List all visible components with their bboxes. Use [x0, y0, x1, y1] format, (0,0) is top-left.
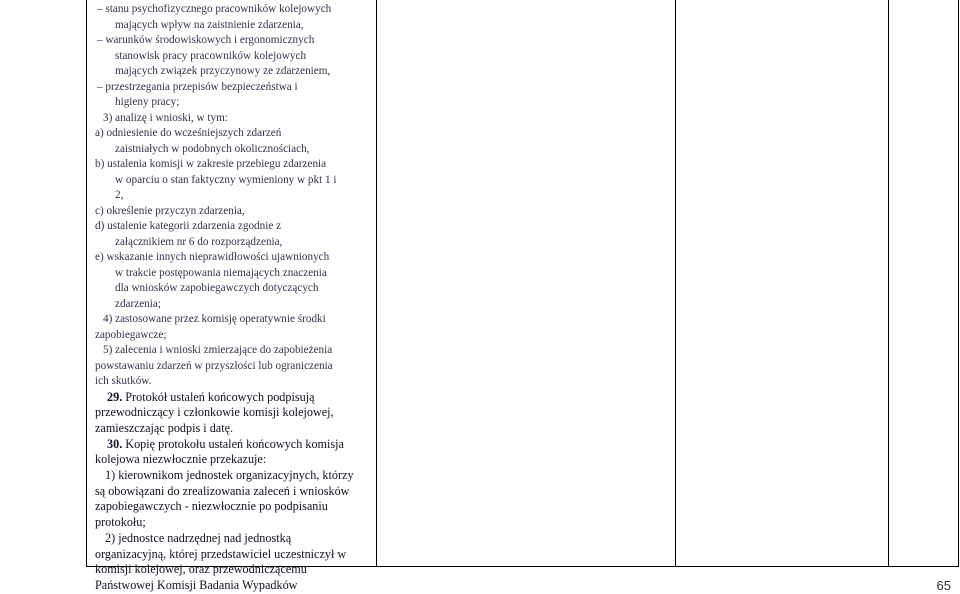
paragraph-29-cont-2: zamieszczając podpis i datę.	[95, 420, 234, 435]
text-line: powstawaniu zdarzeń w przyszłości lub ograniczenia	[95, 359, 333, 372]
paragraph-29-line	[95, 390, 373, 406]
text-line: mających wpływ na zaistnienie zdarzenia,	[115, 18, 304, 31]
text-line: higieny pracy;	[115, 96, 180, 108]
text-line: – warunków środowiskowych i ergonomicznych	[97, 34, 315, 46]
text-line: mających związek przyczynowy ze zdarzeniem,	[115, 65, 331, 77]
text-line: ich skutków.	[95, 375, 152, 387]
paragraph-30-cont: kolejowa niezwłocznie przekazuje:	[95, 452, 267, 467]
page-number: 65	[936, 578, 951, 593]
paragraph-30-continuation	[95, 452, 373, 593]
text-line: d) ustalenie kategorii zdarzenia zgodnie z	[95, 220, 282, 232]
text-line: załącznikiem nr 6 do rozporządzenia,	[115, 235, 283, 248]
text-line: 2,	[115, 189, 124, 201]
column-divider-2	[675, 0, 676, 566]
text-line: w trakcie postępowania niemających znaczenia	[115, 266, 327, 279]
paragraph-30-cont: protokołu;	[95, 515, 146, 530]
table-border-left	[86, 0, 87, 566]
text-column	[95, 2, 373, 594]
text-line: a) odniesienie do wcześniejszych zdarzeń	[95, 127, 282, 139]
text-line: b) ustalenia komisji w zakresie przebiegu zdarzenia	[95, 158, 327, 170]
paragraph-30-text: Kopię protokołu ustaleń końcowych komisja	[122, 436, 344, 451]
paragraph-29-cont-1: przewodniczący i członkowie komisji kolejowej,	[95, 405, 334, 420]
text-line: zapobiegawcze;	[95, 328, 167, 341]
paragraph-30-cont: zapobiegawczych - niezwłocznie po podpisaniu	[95, 499, 328, 514]
paragraph-30-cont: komisji kolejowej, oraz przewodniczącemu	[95, 562, 307, 577]
paragraph-29-text: Protokół ustaleń końcowych podpisują	[122, 389, 315, 404]
text-line: w oparciu o stan faktyczny wymieniony w pkt 1 i	[115, 173, 337, 186]
paragraph-30-cont: są obowiązani do zrealizowania zaleceń i wniosków	[95, 483, 350, 498]
text-line: 3) analizę i wnioski, w tym:	[103, 111, 228, 124]
paragraph-29-number: 29.	[107, 389, 123, 404]
paragraph-30-line	[95, 437, 373, 453]
text-line: 4) zastosowane przez komisję operatywnie środki	[103, 313, 326, 325]
text-line: zdarzenia;	[115, 297, 161, 310]
text-line: c) określenie przyczyn zdarzenia,	[95, 204, 245, 217]
paragraph-30-cont: 2) jednostce nadrzędnej nad jednostką	[105, 530, 292, 545]
text-line: dla wniosków zapobiegawczych dotyczących	[115, 282, 319, 294]
text-line: e) wskazanie innych nieprawidłowości ujawnionych	[95, 251, 330, 263]
paragraph-30-cont: 1) kierownikom jednostek organizacyjnych, którzy	[105, 468, 354, 483]
text-line: 5) zalecenia i wnioski zmierzające do zapobieżenia	[103, 344, 333, 356]
text-line: stanowisk pracy pracowników kolejowych	[115, 49, 307, 62]
column-divider-3	[888, 0, 889, 566]
text-line: – przestrzegania przepisów bezpieczeństwa i	[97, 80, 298, 93]
column-divider-1	[376, 0, 377, 566]
text-line: zaistniałych w podobnych okolicznościach,	[115, 142, 310, 155]
text-lines	[95, 2, 373, 390]
paragraph-30-cont: organizacyjną, której przedstawiciel uczestniczył w	[95, 546, 347, 561]
paragraph-30-cont: Państwowej Komisji Badania Wypadków	[95, 577, 298, 592]
paragraph-30-number: 30.	[107, 436, 123, 451]
text-line: – stanu psychofizycznego pracowników kolejowych	[97, 3, 332, 15]
